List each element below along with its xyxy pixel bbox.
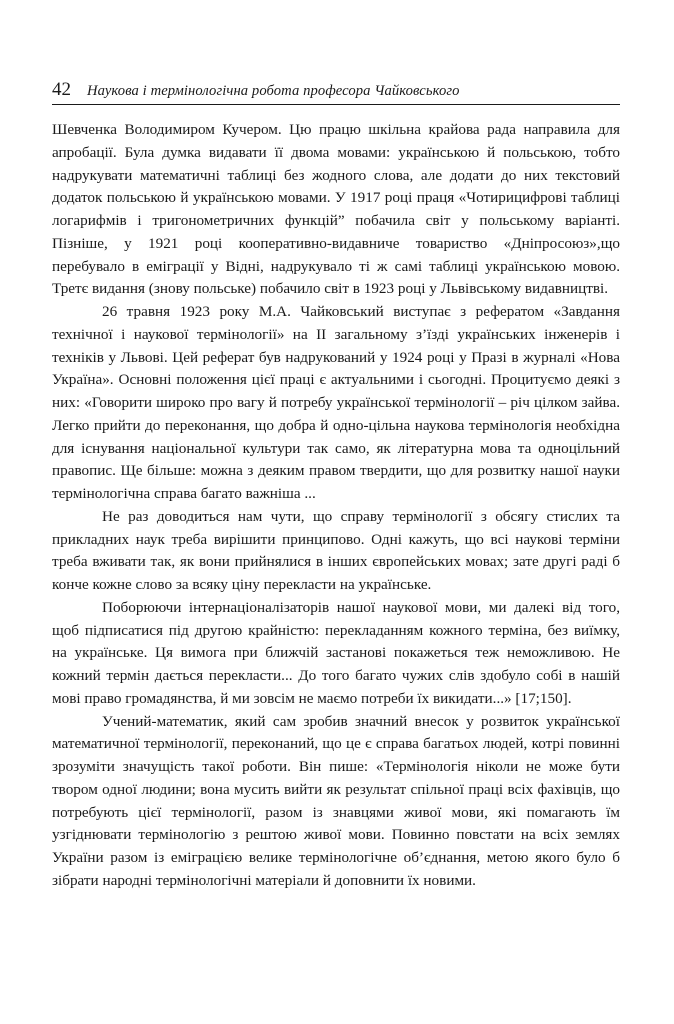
book-page: [52, 0, 620, 1024]
running-header: [52, 78, 620, 105]
paragraph-continuation: Шевченка Володимиром Кучером. Цю працю шкільна крайова рада направила для апробації. Була думка видавати її двома мовами: українською й польською, тобто надрукувати математичні таблиці без жодного слова, але додати до них текстовий додаток польською й українською мовами. У 1917 році праця «Чотирицифрові таблиці логарифмів і тригонометричних функцій” побачила світ у польському варіанті. Пізніше, у 1921 році кооперативно-видавниче товариство «Дніпросоюз»,що перебувало в еміграції у Відні, надрукувало ті ж самі таблиці українською мовою. Третє видання (знову польське) побачило світ в 1923 році у Львівському видавництві.: [52, 121, 620, 298]
paragraph-report-1923: 26 травня 1923 року М.А. Чайковський виступає з рефератом «Завдання технічної і наукової термінології» на II загальному з’їзді українських інженерів і техніків у Львові. Цей реферат був надрукований у 1924 році у Празі в журналі «Нова Україна». Основні положення цієї праці є актуальними і сьогодні. Процитуємо деякі з них: «Говорити широко про вагу й потребу української термінології – річ цілком зайва. Легко прийти до переконання, що добра й одно-цільна наукова термінологія необхідна для існування національної культури так само, як літературна мова та одноцільний правопис. Ще більше: можна з деяким правом твердити, що для розвитку нашої науки термінологічна справа багато важніша ...: [52, 303, 620, 502]
running-title: Наукова і термінологічна робота професора Чайковського: [87, 83, 460, 99]
paragraph-quote-internationalizers: Поборюючи інтернаціоналізаторів нашої наукової мови, ми далекі від того, щоб підписатися під другою крайністю: перекладанням кожного терміна, без виїмку, на українське. Ця вимога при ближчій застанові покажеться теж неможливою. Не кожний термін дається перекласти... До того багато чужих слів здобуло собі в нашій мові право громадянства, й ми зовсім не маємо потреби їх викидати...» [17;150].: [52, 598, 620, 707]
paragraph-mathematician: Учений-математик, який сам зробив значний внесок у розвиток української математичної термінології, переконаний, що це є справа багатьох людей, котрі повинні зрозуміти значущість такої роботи. Він пише: «Термінологія ніколи не може бути твором одної людини; вона мусить вийти як результат спільної праці всіх фахівців, що потребують цієї термінології, разом із знавцями живої мови, які помагають їм узгіднювати термінологію з рештою живої мови. Повинно повстати на всіх землях України разом із еміграцією велике термінологічне об’єднання, метою якого було б зібрати народні термінологічні матеріали й доповнити їх новими.: [52, 712, 620, 889]
paragraph-quote-principle: Не раз доводиться нам чути, що справу термінології з обсягу стислих та прикладних наук треба вирішити принципово. Одні кажуть, що всі наукові терміни треба вживати так, як вони прийнялися в інших європейських мовах; зате другі раді б конче кожне слово за всяку ціну перекласти на українське.: [52, 507, 620, 593]
page-number: 42: [52, 79, 71, 100]
body-text: [52, 119, 620, 893]
